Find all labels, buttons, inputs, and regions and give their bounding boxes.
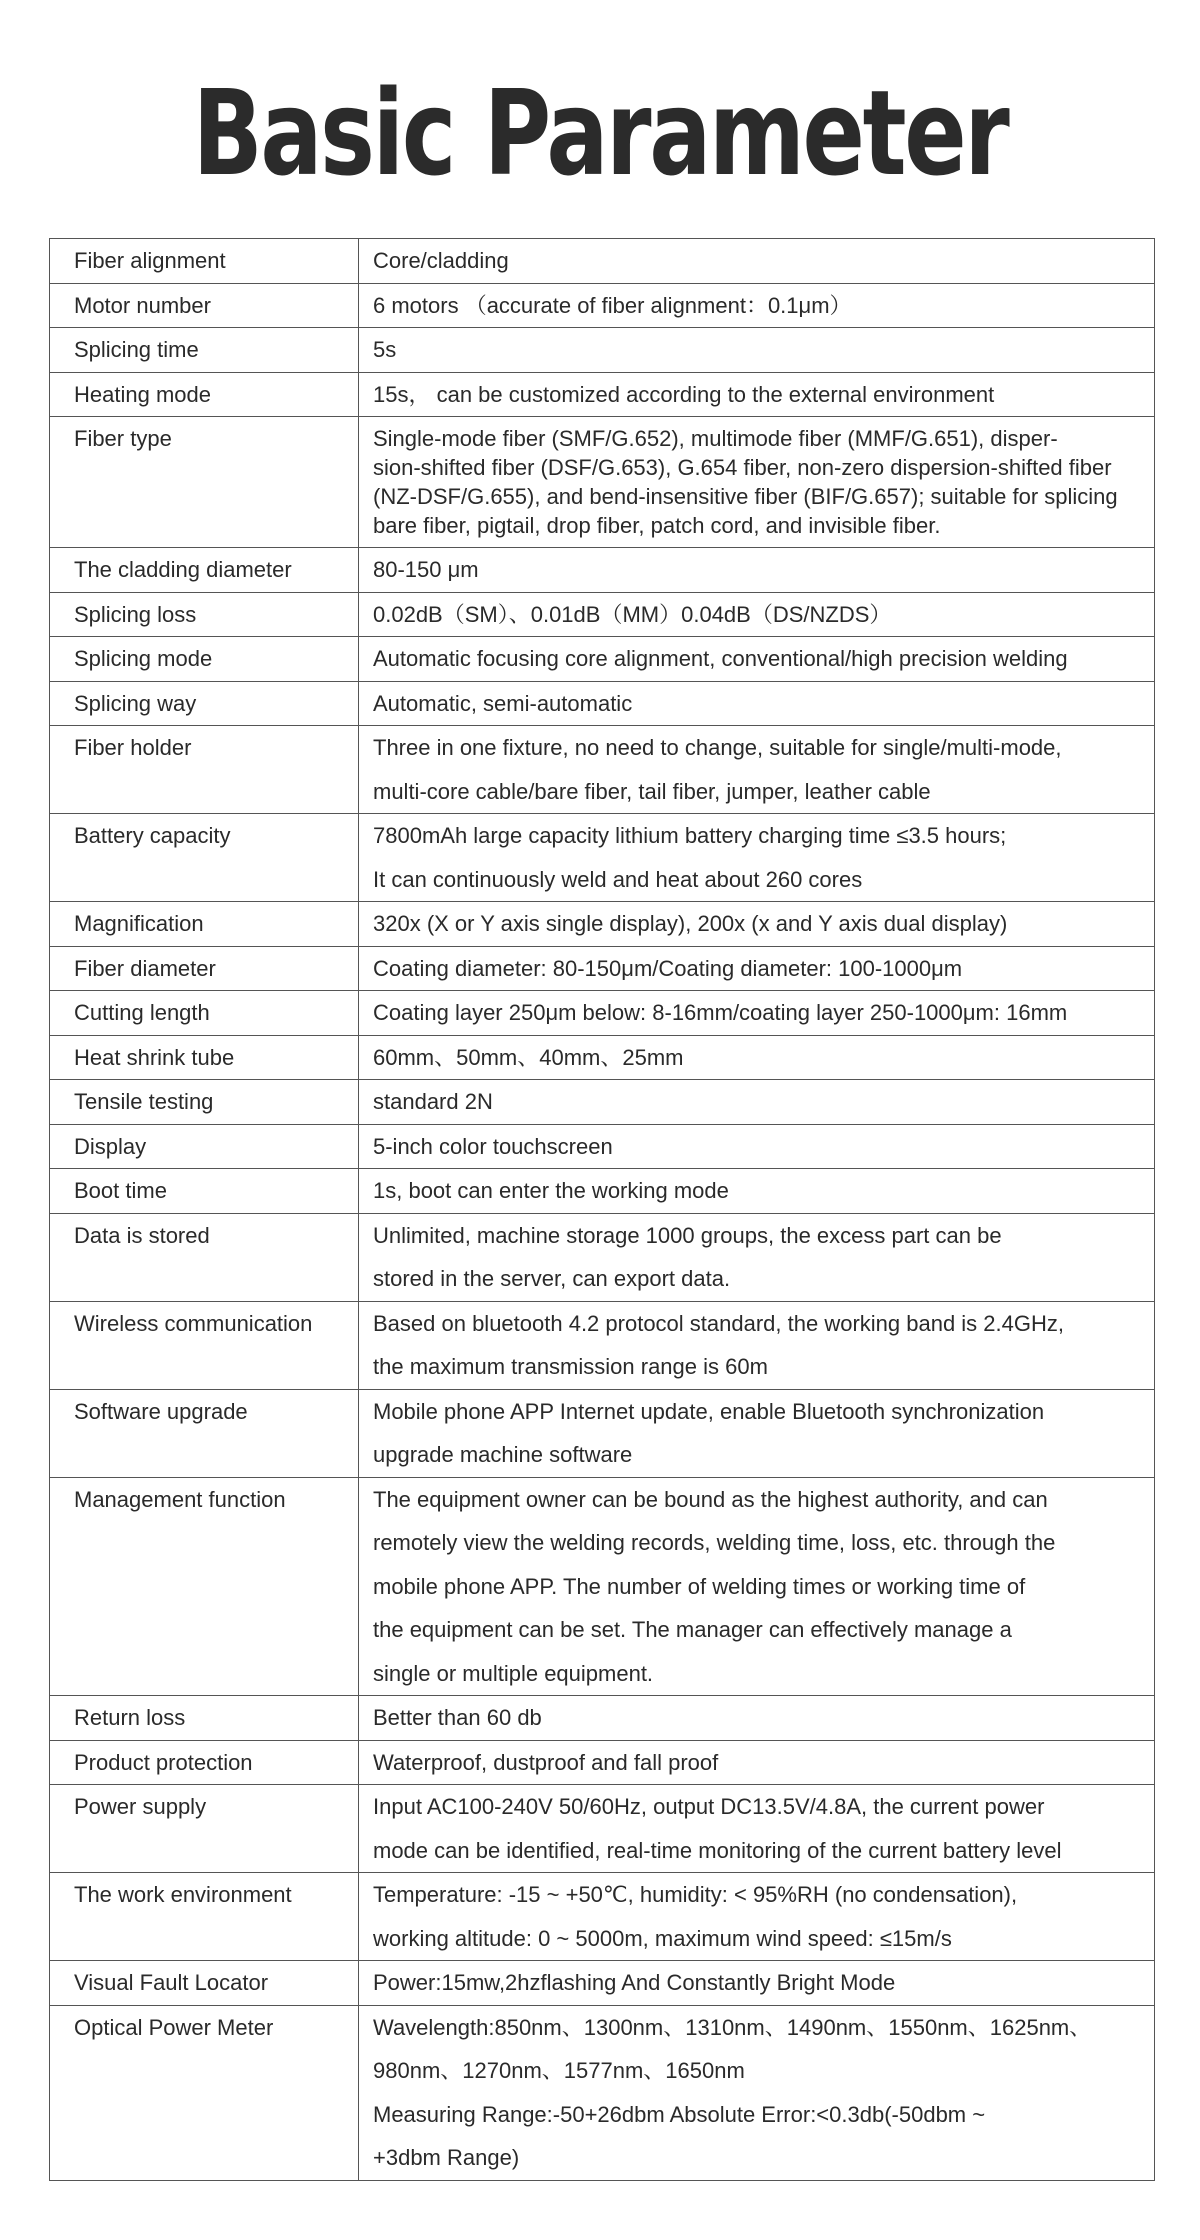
table-row: [50, 2005, 1155, 2180]
parameter-label: Management function: [74, 1486, 286, 1512]
parameter-label-cell: [50, 1696, 359, 1741]
parameter-value-cell: [359, 1035, 1155, 1080]
parameter-value-line: 5-inch color touchscreen: [373, 1133, 613, 1159]
parameter-label: Return loss: [74, 1705, 186, 1730]
parameter-value-line: single or multiple equipment.: [373, 1660, 654, 1686]
parameter-value-line: Coating layer 250μm below: 8-16mm/coating layer 250-1000μm: 16mm: [373, 1000, 1068, 1025]
table-row: [50, 1696, 1155, 1741]
parameter-value-line: Waterproof, dustproof and fall proof: [373, 1749, 719, 1775]
parameter-value-line: Single-mode fiber (SMF/G.652), multimode fiber (MMF/G.651), disper-: [373, 426, 1058, 451]
table-row: [50, 1389, 1155, 1477]
parameter-value-line: Core/cladding: [373, 248, 509, 273]
parameter-value-line: Measuring Range:-50+26dbm Absolute Error:<0.3db(-50dbm ~: [373, 2101, 986, 2127]
parameter-label: Splicing mode: [74, 646, 213, 671]
parameter-label: Visual Fault Locator: [74, 1970, 269, 1995]
parameter-label-cell: [50, 417, 359, 548]
parameter-value-line: The equipment owner can be bound as the highest authority, and can: [373, 1486, 1048, 1512]
parameter-value-cell: [359, 814, 1155, 902]
parameter-value-line: 7800mAh large capacity lithium battery charging time ≤3.5 hours;: [373, 823, 1007, 848]
parameter-label: Power supply: [74, 1794, 207, 1819]
parameter-label: The work environment: [74, 1882, 292, 1907]
parameter-label: Optical Power Meter: [74, 2014, 274, 2040]
parameter-value-line: Coating diameter: 80-150μm/Coating diameter: 100-1000μm: [373, 955, 963, 981]
parameter-label-cell: [50, 814, 359, 902]
parameter-value-line: stored in the server, can export data.: [373, 1266, 731, 1291]
parameter-label-cell: [50, 1785, 359, 1873]
parameter-value-line: Unlimited, machine storage 1000 groups, the excess part can be: [373, 1222, 1002, 1248]
parameter-value-cell: [359, 946, 1155, 991]
parameter-label-cell: [50, 946, 359, 991]
parameter-value-cell: [359, 1740, 1155, 1785]
table-row: [50, 1035, 1155, 1080]
table-row: [50, 1169, 1155, 1214]
parameter-label: Battery capacity: [74, 823, 231, 848]
parameter-label-cell: [50, 239, 359, 284]
parameter-value-line: bare fiber, pigtail, drop fiber, patch cord, and invisible fiber.: [373, 513, 941, 538]
parameter-value-line: remotely view the welding records, welding time, loss, etc. through the: [373, 1530, 1056, 1555]
parameter-value-line: Wavelength:850nm、1300nm、1310nm、1490nm、1550nm、1625nm、: [373, 2014, 1092, 2040]
parameter-label-cell: [50, 1961, 359, 2006]
parameter-label-cell: [50, 2005, 359, 2180]
table-row: [50, 681, 1155, 726]
parameter-value-line: 6 motors （accurate of fiber alignment：0.1μm）: [373, 292, 852, 318]
table-row: [50, 1873, 1155, 1961]
parameter-label: Heat shrink tube: [74, 1044, 235, 1070]
parameter-label-cell: [50, 1740, 359, 1785]
table-row: [50, 1477, 1155, 1696]
table-row: [50, 1961, 1155, 2006]
parameter-value-line: 320x (X or Y axis single display), 200x (x and Y axis dual display): [373, 911, 1008, 936]
parameter-value-line: 5s: [373, 337, 397, 362]
parameter-value-line: Automatic, semi-automatic: [373, 690, 633, 716]
parameter-value-line: (NZ-DSF/G.655), and bend-insensitive fiber (BIF/G.657); suitable for splicing: [373, 484, 1118, 509]
table-row: [50, 814, 1155, 902]
page-title: Basic Parameter: [192, 64, 1008, 202]
parameter-value-cell: [359, 372, 1155, 417]
parameter-label: The cladding diameter: [74, 557, 292, 582]
parameter-value-cell: [359, 726, 1155, 814]
table-row: [50, 946, 1155, 991]
parameter-value-cell: [359, 1785, 1155, 1873]
parameter-label: Tensile testing: [74, 1089, 214, 1114]
parameter-value-line: the equipment can be set. The manager can effectively manage a: [373, 1617, 1012, 1642]
parameter-label-cell: [50, 681, 359, 726]
parameter-value-cell: [359, 283, 1155, 328]
parameter-label-cell: [50, 1213, 359, 1301]
parameter-label: Fiber diameter: [74, 955, 216, 981]
table-row: [50, 726, 1155, 814]
parameter-value-line: mobile phone APP. The number of welding times or working time of: [373, 1573, 1026, 1599]
parameter-value-cell: [359, 239, 1155, 284]
parameter-value-line: Mobile phone APP Internet update, enable Bluetooth synchronization: [373, 1398, 1045, 1424]
table-row: [50, 592, 1155, 637]
parameter-label: Splicing loss: [74, 601, 197, 627]
table-row: [50, 548, 1155, 593]
parameter-label-cell: [50, 372, 359, 417]
parameter-label: Magnification: [74, 911, 204, 936]
parameter-label: Boot time: [74, 1178, 167, 1203]
parameter-label: Display: [74, 1133, 147, 1159]
parameter-label: Splicing time: [74, 337, 199, 362]
parameter-value-line: Three in one fixture, no need to change, suitable for single/multi-mode,: [373, 735, 1062, 760]
parameter-value-line: +3dbm Range): [373, 2145, 520, 2170]
parameter-value-cell: [359, 548, 1155, 593]
parameter-value-cell: [359, 902, 1155, 947]
parameter-value-line: Input AC100-240V 50/60Hz, output DC13.5V/4.8A, the current power: [373, 1794, 1045, 1819]
parameter-label: Product protection: [74, 1749, 253, 1775]
parameter-value-line: Power:15mw,2hzflashing And Constantly Bright Mode: [373, 1970, 896, 1995]
parameter-value-cell: [359, 328, 1155, 373]
parameter-value-cell: [359, 1961, 1155, 2006]
parameter-value-cell: [359, 1389, 1155, 1477]
parameter-label-cell: [50, 902, 359, 947]
parameter-value-cell: [359, 1873, 1155, 1961]
parameter-value-cell: [359, 592, 1155, 637]
parameter-label-cell: [50, 592, 359, 637]
parameter-value-cell: [359, 417, 1155, 548]
parameter-value-line: working altitude: 0 ~ 5000m, maximum wind speed: ≤15m/s: [373, 1925, 952, 1951]
parameter-value-line: 60mm、50mm、40mm、25mm: [373, 1044, 684, 1070]
parameter-label-cell: [50, 1035, 359, 1080]
parameter-label-cell: [50, 1389, 359, 1477]
parameter-value-line: 15s， can be customized according to the external environment: [373, 381, 995, 407]
parameter-table-body: [50, 239, 1155, 2181]
table-row: [50, 239, 1155, 284]
parameter-value-line: Temperature: -15 ~ +50℃, humidity: < 95%RH (no condensation),: [373, 1882, 1018, 1907]
parameter-value-line: 80-150 μm: [373, 557, 479, 582]
parameter-value-line: Automatic focusing core alignment, conventional/high precision welding: [373, 646, 1068, 671]
table-row: [50, 1124, 1155, 1169]
parameter-value-cell: [359, 991, 1155, 1036]
table-row: [50, 1740, 1155, 1785]
parameter-label: Splicing way: [74, 690, 197, 716]
table-row: [50, 283, 1155, 328]
parameter-value-line: 0.02dB（SM）、0.01dB（MM）0.04dB（DS/NZDS）: [373, 601, 892, 627]
parameter-label: Data is stored: [74, 1222, 210, 1248]
parameter-label-cell: [50, 1301, 359, 1389]
parameter-value-cell: [359, 1301, 1155, 1389]
parameter-value-cell: [359, 1696, 1155, 1741]
table-row: [50, 1785, 1155, 1873]
table-row: [50, 1080, 1155, 1125]
parameter-label: Wireless communication: [74, 1310, 313, 1336]
parameter-value-cell: [359, 681, 1155, 726]
parameter-table: [49, 238, 1155, 2181]
parameter-label-cell: [50, 1124, 359, 1169]
parameter-label: Heating mode: [74, 381, 211, 407]
table-row: [50, 328, 1155, 373]
parameter-value-line: Better than 60 db: [373, 1705, 542, 1730]
parameter-label: Software upgrade: [74, 1398, 248, 1424]
table-row: [50, 902, 1155, 947]
parameter-label-cell: [50, 1080, 359, 1125]
parameter-value-cell: [359, 2005, 1155, 2180]
parameter-value-line: mode can be identified, real-time monitoring of the current battery level: [373, 1837, 1062, 1863]
parameter-value-line: 980nm、1270nm、1577nm、1650nm: [373, 2058, 745, 2083]
parameter-label-cell: [50, 726, 359, 814]
table-row: [50, 372, 1155, 417]
table-row: [50, 1301, 1155, 1389]
parameter-value-line: It can continuously weld and heat about 260 cores: [373, 866, 863, 892]
parameter-value-cell: [359, 1477, 1155, 1696]
table-row: [50, 637, 1155, 682]
parameter-value-line: the maximum transmission range is 60m: [373, 1354, 768, 1379]
parameter-label-cell: [50, 991, 359, 1036]
parameter-label-cell: [50, 1169, 359, 1214]
parameter-label: Fiber holder: [74, 735, 192, 760]
parameter-value-cell: [359, 1124, 1155, 1169]
parameter-value-cell: [359, 1080, 1155, 1125]
parameter-label: Fiber alignment: [74, 248, 226, 273]
parameter-value-line: upgrade machine software: [373, 1442, 633, 1467]
parameter-value-cell: [359, 1213, 1155, 1301]
parameter-label: Motor number: [74, 292, 211, 318]
parameter-label-cell: [50, 328, 359, 373]
parameter-value-line: Based on bluetooth 4.2 protocol standard, the working band is 2.4GHz,: [373, 1310, 1064, 1336]
table-row: [50, 991, 1155, 1036]
parameter-label-cell: [50, 548, 359, 593]
parameter-value-cell: [359, 1169, 1155, 1214]
parameter-value-line: 1s, boot can enter the working mode: [373, 1178, 729, 1203]
parameter-value-line: multi-core cable/bare fiber, tail fiber, jumper, leather cable: [373, 778, 931, 804]
parameter-label: Cutting length: [74, 1000, 210, 1025]
parameter-label-cell: [50, 637, 359, 682]
parameter-label-cell: [50, 1873, 359, 1961]
parameter-value-cell: [359, 637, 1155, 682]
table-row: [50, 417, 1155, 548]
parameter-label: Fiber type: [74, 426, 172, 451]
table-row: [50, 1213, 1155, 1301]
parameter-label-cell: [50, 1477, 359, 1696]
parameter-value-line: standard 2N: [373, 1089, 493, 1114]
parameter-value-line: sion-shifted fiber (DSF/G.653), G.654 fiber, non-zero dispersion-shifted fiber: [373, 455, 1112, 480]
parameter-label-cell: [50, 283, 359, 328]
